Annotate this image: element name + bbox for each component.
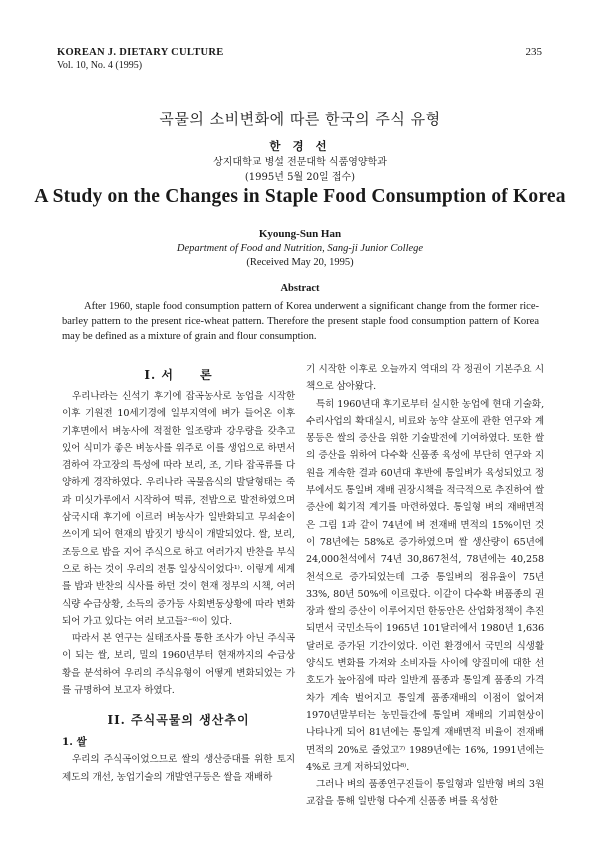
journal-volume: Vol. 10, No. 4 (1995) (57, 60, 143, 71)
section-gap (62, 699, 295, 707)
left-column (62, 362, 295, 786)
subsection-1-heading: 1. 쌀 (62, 736, 87, 749)
english-received-date: (Received May 20, 1995) (246, 257, 354, 268)
right-column (306, 361, 544, 811)
english-affiliation: Department of Food and Nutrition, Sang-ji Junior College (176, 243, 424, 254)
section-1-heading: I. 서 론 (144, 368, 213, 382)
english-title: A Study on the Changes in Staple Food Consumption of Korea (34, 186, 566, 207)
right-paragraph-2: 그러나 벼의 품종연구진들이 통일형과 일반형 벼의 3원교잡을 통해 일반형 다수계 신품종 벼를 육성한 (306, 779, 544, 808)
right-paragraph-1: 특히 1960년대 후기로부터 실시한 농업에 현대 기술화, 수리사업의 확대실시, 비료와 농약 살포에 관한 연구와 계몽등은 쌀의 증산을 위한 기술발전에 기여하였다. 또한 쌀의 증산을 위하여 다수확 신품종 육성에 부단히 연구와 지원을 계속한 결과 60년대 후반에 통일벼가 육성되었고 정부에서도 통일벼 재배 권장시책을 적극적으로 추진하여 쌀증산에 획기적 계기를 마련하였다. 통일형 벼의 재배면적은 그림 1과 같이 74년에 벼 전재배 면적의 15%이던 것이 78년에는 58%로 증가하였으며 쌀 생산량이 65년에 24,000천석에서 74년 30,867천석, 78년에는 40,258천석으로 증가되었는데 그중 통일벼의 점유율이 75년 33%, 80년 50%에 이르렀다. 이같이 다수확 벼품종의 권장과 쌀의 증산이 이루어지던 한동안은 산업화정책이 추진되면서 국민소득이 1965년 101달러에서 1980년 1,636달러로 증가된 기간이었다. 이런 환경에서 국민의 식생활양식도 변화를 가져와 소비자들 사이에 양질미에 대한 선호도가 높아짐에 따라 일반계 품종과 통일계 품종의 가격차가 계속 벌어지고 통일계 품종재배의 이점이 없어져 1970년말부터는 농민들간에 통일벼 재배의 기피현상이 나타나게 되어 81년에는 통일계 재배면적 비율이 전재배면적의 20%로 줄었고⁷⁾ 1989년에는 16%, 1991년에는 4%로 크게 저하되었다⁸⁾. (306, 398, 545, 773)
korean-received-date: (1995년 5월 20일 접수) (244, 172, 356, 183)
section-2-heading: II. 주식곡물의 생산추이 (107, 713, 250, 728)
section-1-paragraph-2: 따라서 본 연구는 실태조사를 통한 조사가 아닌 주식곡이 되는 쌀, 보리, 밀의 1960년부터 현재까지의 수급상황을 분석하여 우리의 주식유형이 어떻게 변화되었는 가를 규명하여 보고자 하였다. (62, 633, 295, 697)
page-number: 235 (525, 46, 542, 58)
korean-author: 한 경 선 (269, 139, 331, 153)
korean-title: 곡물의 소비변화에 따른 한국의 주식 유형 (159, 110, 441, 128)
right-paragraph-continued: 기 시작한 이후로 오늘까지 역대의 각 정권이 기본주요 시책으로 삼아왔다. (306, 364, 544, 393)
abstract-heading: Abstract (280, 283, 320, 294)
journal-name: KOREAN J. DIETARY CULTURE (57, 47, 224, 58)
section-1-paragraph-1: 우리나라는 신석기 후기에 잡곡농사로 농업을 시작한 이후 기원전 10세기경에 일부지역에 벼가 들어온 이후 기후면에서 벼농사에 적절한 일조량과 강우량을 갖추고 있어 식미가 좋은 벼농사를 위주로 이를 생업으로 하면서 겸하여 각고장의 특성에 따라 보리, 조, 기타 잡곡류를 다양하게 경작하였다. 우리나라 곡물음식의 발달형태는 죽과 미싯가루에서 시작하여 떡류, 전밥으로 발전하였으며 삼국시대 후기에 이르러 벼농사가 일반화되고 무쇠솥이 쓰이게 되어 현재의 밥짓기 방식이 개발되었다. 쌀, 보리, 조등으로 밥을 지어 주식으로 하고 여러가지 반찬을 부식으로 하는 것이 우리의 전통 일상식이었다¹⁾. 이렇게 세계를 밥과 반찬의 식사를 하던 것이 현재 정부의 시책, 여러 식량 수급상황, 소득의 증가등 사회변동상황에 따라 변화되어 가고 있다는 여러 보고들²⁻⁶⁾이 있다. (62, 391, 295, 627)
abstract-text: After 1960, staple food consumption pattern of Korea underwent a significant change from the former rice-barley pattern to the present rice-wheat pattern. Therefore the present staple food consumption pattern of Korea may be defined as a mixture of grain and flour consumption. (62, 301, 539, 342)
english-author: Kyoung-Sun Han (258, 228, 342, 240)
korean-affiliation: 상지대학교 병설 전문대학 식품영양학과 (213, 157, 387, 168)
section-2-paragraph-1: 우리의 주식곡이었으므로 쌀의 생산증대를 위한 토지제도의 개선, 농업기술의 개발연구등은 쌀을 재배하 (62, 754, 295, 783)
